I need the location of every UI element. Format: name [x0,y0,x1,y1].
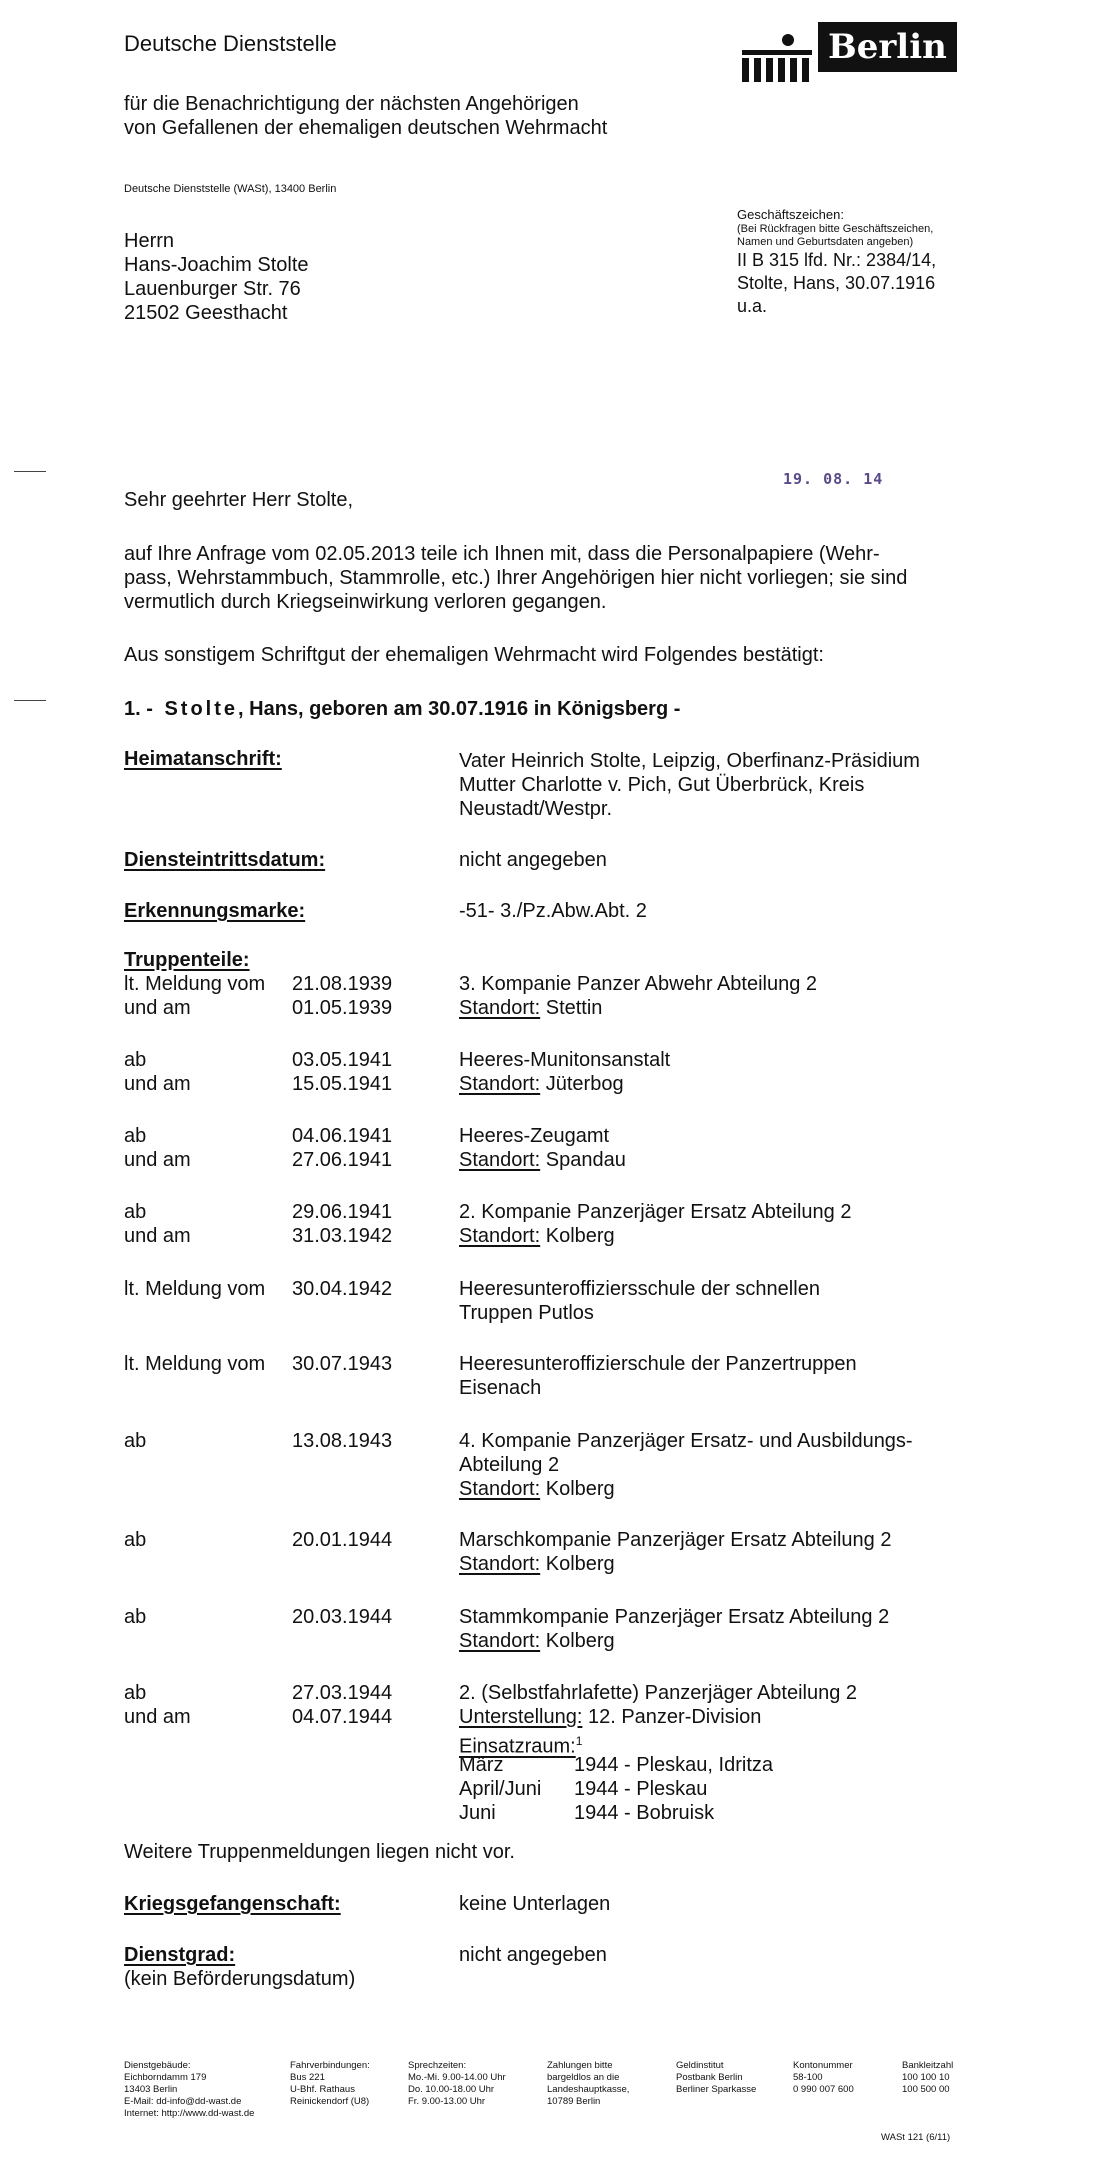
footer-hours: Sprechzeiten: Mo.-Mi. 9.00-14.00 Uhr Do. 10.00-18.00 Uhr Fr. 9.00-13.00 Uhr [408,2060,506,2107]
berlin-bear-gate-icon [738,22,818,84]
unit-entry-1: lt. Meldung vom 21.08.1939 und am 01.05.1939 3. Kompanie Panzer Abwehr Abteilung 2 Standort: Stettin [124,973,818,1019]
unit-entry-10: ab 27.03.1944 und am 04.07.1944 2. (Selbstfahrlafette) Panzerjäger Abteilung 2 Unterstellung: 12. Panzer-Division Einsatzraum:$^1$ März 1944 - Pleskau, Idritza April/Juni 1944 - Pleskau Juni 1944 - Bobruisk [124,1682,858,1824]
person-surname: Stolte [164,698,239,720]
footer-account: Kontonummer 58-100 0 990 007 600 [793,2060,854,2095]
person-heading: 1. - Stolte, Hans, geboren am 30.07.1916 in Königsberg - [124,698,681,720]
unit-entry-8: ab 20.01.1944 Marschkompanie Panzerjäger Ersatz Abteilung 2 Standort: Kolberg [124,1529,892,1575]
agency-subtitle: für die Benachrichtigung der nächsten Angehörigen von Gefallenen der ehemaligen deutschen Wehrmacht [124,93,608,139]
rank-note: (kein Beförderungsdatum) [124,1968,356,1990]
unit-entry-2: ab 03.05.1941 und am 15.05.1941 Heeres-Munitonsanstalt Standort: Jüterbog [124,1049,671,1095]
unit-entry-3: ab 04.06.1941 und am 27.06.1941 Heeres-Zeugamt Standort: Spandau [124,1125,626,1171]
footer-payment: Zahlungen bitte bargeldlos an die Landeshauptkasse, 10789 Berlin [547,2060,630,2107]
fold-mark-top [14,471,46,472]
form-code: WASt 121 (6/11) [881,2132,951,2143]
recipient-address: Herrn Hans-Joachim Stolte Lauenburger Str. 76 21502 Geesthacht [124,230,309,324]
reference-number: II B 315 lfd. Nr.: 2384/14, [737,250,937,270]
unit-entry-7: ab 13.08.1943 4. Kompanie Panzerjäger Ersatz- und Ausbildungs- Abteilung 2 Standort: Kolberg [124,1430,913,1500]
marke-value: -51- 3./Pz.Abw.Abt. 2 [459,900,647,922]
date-stamp: 19. 08. 14 [783,470,884,488]
salutation: Sehr geehrter Herr Stolte, [124,489,353,511]
heimat-label: Heimatanschrift: [124,748,282,770]
unit-entry-9: ab 20.03.1944 Stammkompanie Panzerjäger Ersatz Abteilung 2 Standort: Kolberg [124,1606,890,1652]
marke-label: Erkennungsmarke: [124,900,306,922]
intro-paragraph: auf Ihre Anfrage vom 02.05.2013 teile ich Ihnen mit, dass die Personalpapiere (Wehr- pass, Wehrstammbuch, Stammrolle, etc.) Ihrer Angehörigen hier nicht vorliegen; sie sind vermutlich durch Kriegseinwirkung verloren gegangen. [124,543,908,613]
berlin-logo [738,22,947,84]
further-notice: Weitere Truppenmeldungen liegen nicht vor. [124,1841,515,1863]
pow-value: keine Unterlagen [459,1893,611,1915]
truppen-label: Truppenteile: [124,949,250,971]
dienst-label: Diensteintrittsdatum: [124,849,326,871]
rank-value: nicht angegeben [459,1944,607,1966]
rank-label: Dienstgrad: [124,1944,236,1966]
reference-block: Geschäftszeichen: (Bei Rückfragen bitte Geschäftszeichen, Namen und Geburtsdaten angeben) II B 315 lfd. Nr.: 2384/14, Stolte, Hans, 30.07.1916 u.a. [737,207,937,316]
fold-mark-bottom [14,700,46,701]
footer-address: Dienstgebäude: Eichborndamm 179 13403 Berlin E-Mail: dd-info@dd-wast.de Internet: http://www.dd-wast.de [124,2060,255,2119]
footer-bankcode: Bankleitzahl 100 100 10 100 500 00 [902,2060,954,2095]
heimat-value: Vater Heinrich Stolte, Leipzig, Oberfinanz-Präsidium Mutter Charlotte v. Pich, Gut Überbrück, Kreis Neustadt/Westpr. [459,750,920,820]
logo-wordmark: Berlin [818,22,957,72]
pow-label: Kriegsgefangenschaft: [124,1893,341,1915]
footer-bank: Geldinstitut Postbank Berlin Berliner Sparkasse [676,2060,757,2095]
unit-entry-5: lt. Meldung vom 30.04.1942 Heeresunteroffiziersschule der schnellen Truppen Putlos [124,1278,820,1324]
unit-entry-6: lt. Meldung vom 30.07.1943 Heeresunteroffizierschule der Panzertruppen Eisenach [124,1353,857,1399]
reference-label: Geschäftszeichen: [737,207,844,222]
return-address: Deutsche Dienststelle (WASt), 13400 Berlin [124,183,337,195]
agency-title: Deutsche Dienststelle [124,31,337,56]
unit-entry-4: ab 29.06.1941 und am 31.03.1942 2. Kompanie Panzerjäger Ersatz Abteilung 2 Standort: Kolberg [124,1201,852,1247]
confirmation-sentence: Aus sonstigem Schriftgut der ehemaligen Wehrmacht wird Folgendes bestätigt: [124,644,824,666]
dienst-value: nicht angegeben [459,849,607,871]
footer-transport: Fahrverbindungen: Bus 221 U-Bhf. Rathaus Reinickendorf (U8) [290,2060,370,2107]
footnote-marker: 1 [575,1734,583,1748]
